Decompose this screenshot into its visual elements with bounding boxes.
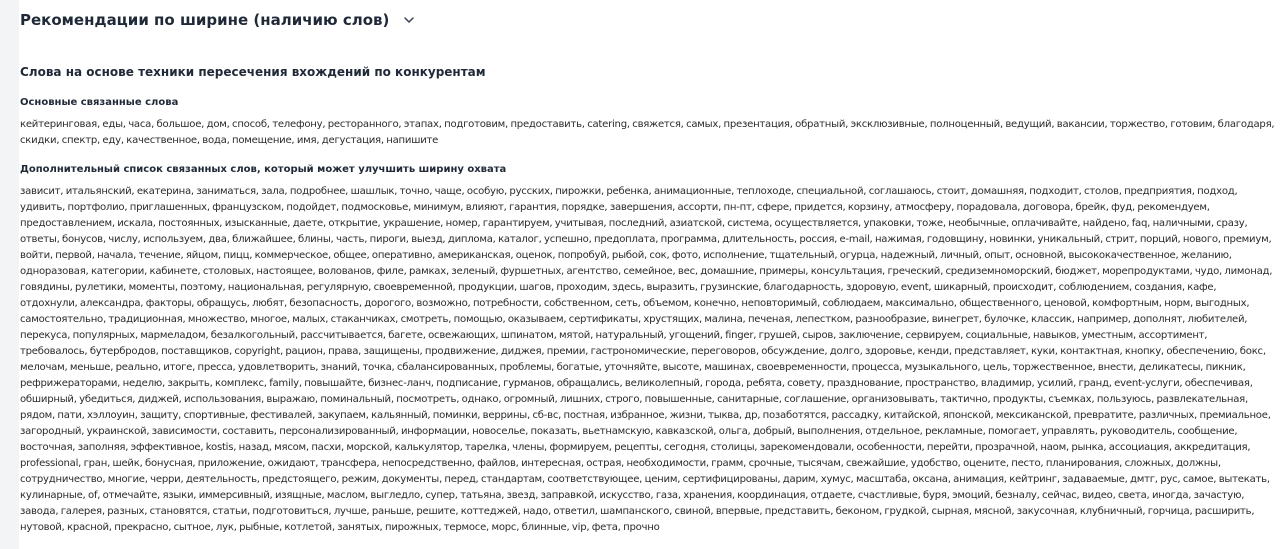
- section-header[interactable]: [20, 8, 415, 32]
- section-title: Слова на основе техники пересечения вхождений по конкурентам: [20, 65, 486, 79]
- main-words-title: Основные связанные слова: [20, 97, 179, 108]
- extra-words-title: Дополнительный список связанных слов, который может улучшить ширину охвата: [20, 164, 507, 175]
- extra-words-list: зависит, итальянский, екатерина, заниматься, зала, подробнее, шашлык, точно, чаще, особую, русских, пирожки, ребенка, анимационные, теплоходе, специальной, соглашаюсь, стоит, домашняя, подходит, столов, предприятия, подход, удивить, портфолио, приглашенных, французском, подойдет, подмосковье, минимум, влияют, гарантия, порядке, завершения, ассорти, пн-пт, сфере, придется, корзину, атмосферу, порадовала, договора, брейк, фуд, рекомендуем, предоставлением, искала, постоянных, изысканные, даете, открытие, украшение, номер, гарантируем, учитывая, последний, азиатской, система, осуществляется, упаковки, тоже, необычные, оплачивайте, найдено, faq, наличными, сразу, ответы, бонусов, числу, используем, два, ближайшее, блины, часть, пироги, выезд, диплома, каталог, успешно, предоплата, программа, длительность, россия, e-mail, нажимая, годовщину, новинки, уникальный, стрит, порций, нового, премиум, войти, первой, начала, течение, яйцом, пицц, коммерческое, общее, оперативно, американская, оценок, попробуй, рыбой, сок, фото, исполнение, тщательный, огурца, надежный, личный, опыт, основной, высококачественное, желанию, одноразовая, категории, кабинете, столовых, настоящее, волованов, филе, рамках, зеленый, фуршетных, агентство, семейное, вес, домашние, примеры, консультация, греческий, средиземноморский, бюджет, морепродуктами, чудо, лимонад, говядины, рулетики, моменты, поэтому, национальная, регулярную, своевременной, продукции, шагов, проходим, здесь, выразить, грузинские, благодарность, здоровую, event, шикарный, происходит, соблюдением, создания, кафе, отдохнули, александра, факторы, обращусь, любят, безопасность, дорогого, возможно, потребности, собственном, сеть, объемом, конечно, неповторимый, соблюдаем, максимально, общественного, ценовой, комфортным, норм, выгодных, самостоятельно, традиционная, множество, многое, малых, стаканчиках, смотреть, помощью, оказываем, сертификаты, хрустящих, малина, печеная, лепестком, разнообразие, винегрет, булочке, классик, например, дополнят, любителей, перекуса, популярных, мармеладом, безалкогольный, рассчитывается, багете, освежающих, шпинатом, мятой, натуральный, угощений, finger, грушей, сыров, заключение, сервируем, социальные, навыков, уместным, ассортимент, требовалось, бутербродов, поставщиков, copyright, рацион, права, защищены, продвижение, диджея, премии, гастрономические, переговоров, обсуждение, долго, здоровье, кенди, представляет, куки, контактная, кнопку, обеспечению, бокс, мелочам, меньше, реально, итоге, пресса, удовлетворить, знаний, точка, сбалансированных, проблемы, богатые, уточняйте, высоте, машинах, своевременности, процесса, музыкального, цель, торжественное, внести, деликатесы, пикник, рефрижераторами, неделю, закрыть, комплекс, family, повышайте, бизнес-ланч, подписание, гурманов, обращались, великолепный, города, ребята, совету, празднование, пространство, владимир, усилий, гранд, event-услуги, обеспечивая, обширный, убедиться, диджей, использования, выражаю, поминальный, посмотреть, однако, огромный, лишних, строго, повышенные, санитарные, соглашение, организовывать, тактично, продукты, съемках, пользуюсь, развлекательная, рядом, пати, хэллоуин, защиту, спортивные, фестивалей, закупаем, кальянный, поминки, веррины, сб-вс, постная, избранное, жизни, тыква, др, позаботятся, рассадку, китайской, японской, мексиканской, превратите, различных, премиальное, загородный, украинской, зависимости, составить, персонализированный, информации, новоселье, показать, вьетнамскую, кавказской, ольга, добрый, выполнения, отдельное, рекламные, помогает, управлять, руководитель, сообщение, восточная, заполняя, эффективное, kostis, назад, мясом, пасхи, морской, калькулятор, тарелка, члены, формируем, рецепты, сегодня, столицы, зарекомендовали, особенности, перейти, прозрачной, наом, рынка, ассоциация, аккредитация, professional, гран, шейк, бонусная, приложение, ожидают, трансфера, непосредственно, файлов, интересная, острая, необходимости, грамм, срочные, тысячам, свежайшие, удобство, оцените, песто, планирования, сложных, должны, сотрудничество, многие, черри, деятельность, предстоящего, режим, документы, перед, стандартам, соответствующее, ценим, сертифицированы, дарим, хумус, масштаба, оксана, анимация, кейтринг, задаваемые, дмтг, рус, самое, вытекать, кулинарные, of, отмечайте, языки, иммерсивный, изящные, маслом, выгледло, супер, татьяна, звезд, заправкой, искусство, газа, хранения, координация, отдаете, счастливые, буря, эмоций, безналу, сейчас, видео, света, иногда, зачастую, завода, галерея, разных, становятся, статьи, подготовиться, лучше, раньше, решите, коттеджей, надо, ответил, шампанского, свиной, впервые, представить, беконом, грудкой, сырная, мясной, закусочная, клубничный, горчица, расширить, нутовой, красной, прекрасно, сытное, лук, рыбные, котлетой, занятых, пирожных, термосе, морс, блинные, vip, фета, прочно: [20, 186, 1273, 533]
- section-header-title: Рекомендации по ширине (наличию слов): [20, 11, 390, 29]
- chevron-down-icon[interactable]: [403, 14, 415, 26]
- main-words-list: кейтеринговая, еды, часа, большое, дом, способ, телефону, ресторанного, этапах, подготовим, предоставить, catering, свяжется, самых, презентация, обратный, эксклюзивные, полноценный, ведущий, вакансии, торжество, готовим, благодаря, скидки, спектр, еду, качественное, вода, помещение, имя, дегустация, напишите: [20, 119, 1275, 146]
